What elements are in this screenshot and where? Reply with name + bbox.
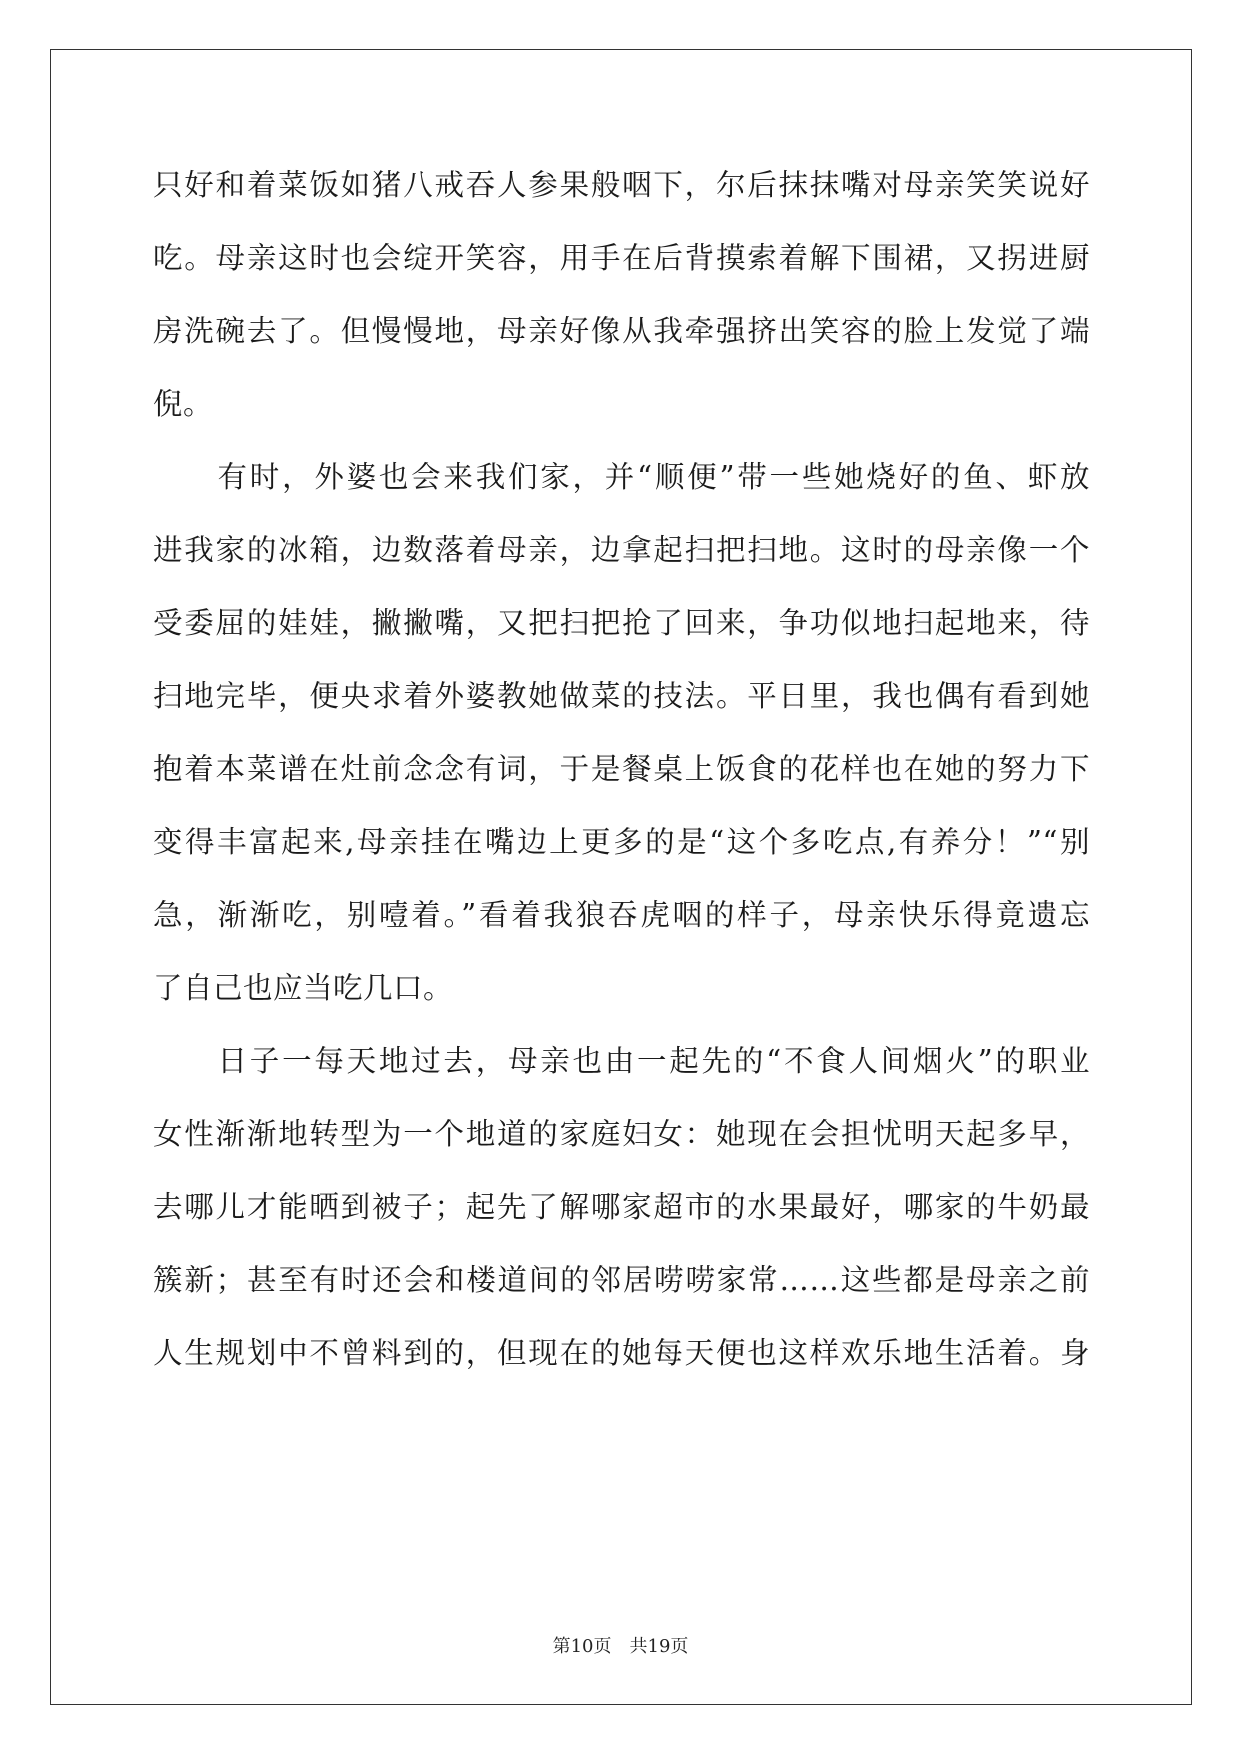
text-line: 簇新；甚至有时还会和楼道间的邻居唠唠家常……这些都是母亲之前 xyxy=(153,1263,1090,1297)
text-line: 去哪儿才能晒到被子；起先了解哪家超市的水果最好，哪家的牛奶最 xyxy=(153,1190,1090,1224)
text-line: 女性渐渐地转型为一个地道的家庭妇女：她现在会担忧明天起多早， xyxy=(153,1117,1090,1151)
text-line: 受委屈的娃娃，撇撇嘴，又把扫把抢了回来，争功似地扫起地来，待 xyxy=(153,606,1090,640)
text-line: 了自己也应当吃几口。 xyxy=(153,971,454,1005)
text-line: 房洗碗去了。但慢慢地，母亲好像从我牵强挤出笑容的脸上发觉了端 xyxy=(153,314,1090,348)
text-line: 吃。母亲这时也会绽开笑容，用手在后背摸索着解下围裙，又拐进厨 xyxy=(153,241,1090,275)
text-line: 急，渐渐吃，别噎着。”看着我狼吞虎咽的样子，母亲快乐得竟遗忘 xyxy=(153,898,1090,932)
text-line: 只好和着菜饭如猪八戒吞人参果般咽下，尔后抹抹嘴对母亲笑笑说好 xyxy=(153,168,1090,202)
page-border xyxy=(50,49,1192,1705)
text-line: 有时，外婆也会来我们家，并“顺便”带一些她烧好的鱼、虾放 xyxy=(153,460,1090,494)
text-line: 变得丰富起来,母亲挂在嘴边上更多的是“这个多吃点,有养分！”“别 xyxy=(153,825,1090,859)
text-line: 抱着本菜谱在灶前念念有词，于是餐桌上饭食的花样也在她的努力下 xyxy=(153,752,1090,786)
text-line: 进我家的冰箱，边数落着母亲，边拿起扫把扫地。这时的母亲像一个 xyxy=(153,533,1090,567)
text-line: 倪。 xyxy=(153,387,214,421)
text-line: 人生规划中不曾料到的，但现在的她每天便也这样欢乐地生活着。身 xyxy=(153,1336,1090,1370)
text-line: 日子一每天地过去，母亲也由一起先的“不食人间烟火”的职业 xyxy=(153,1044,1090,1078)
text-line: 扫地完毕，便央求着外婆教她做菜的技法。平日里，我也偶有看到她 xyxy=(153,679,1090,713)
page-number: 第10页 共19页 xyxy=(552,1636,689,1657)
